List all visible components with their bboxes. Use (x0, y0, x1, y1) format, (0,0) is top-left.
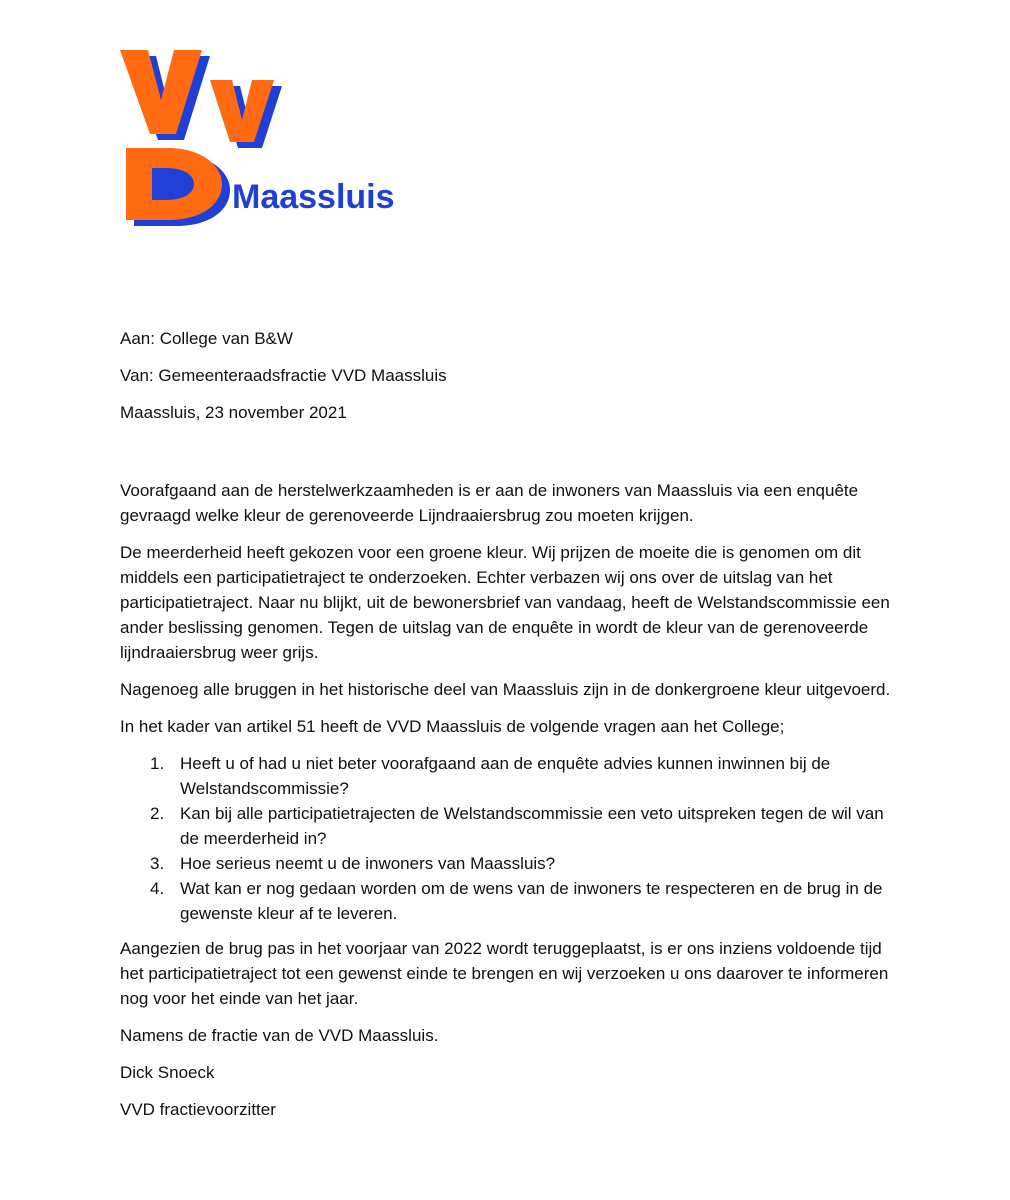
paragraph-3: Nagenoeg alle bruggen in het historische deel van Maassluis zijn in de donkergroene kleur uitgevoerd. (120, 680, 891, 699)
vvd-maassluis-logo (118, 48, 408, 230)
paragraph-1: Voorafgaand aan de herstelwerkzaamheden is er aan de inwoners van Maassluis via een enquête gevraagd welke kleur de gerenoveerde Lijndraaiersbrug zou moeten krijgen. (120, 481, 859, 525)
paragraph-2: De meerderheid heeft gekozen voor een groene kleur. Wij prijzen de moeite die is genomen om dit middels een participatietraject te onderzoeken. Echter verbazen wij ons over de uitslag van het participatietraject. Naar nu blijkt, uit de bewonersbrief van vandaag, heeft de Welstandscommissie een ander beslissing genomen. Tegen de uitslag van de enquête in wordt de kleur van de gerenoveerde lijndraaiersbrug weer grijs. (120, 543, 890, 662)
question-number: 1. (150, 754, 165, 773)
addressee-line: Aan: College van B&W (120, 329, 293, 348)
signatory-name: Dick Snoeck (120, 1063, 215, 1082)
logo-subtitle: Maassluis (232, 178, 395, 216)
paragraph-4: In het kader van artikel 51 heeft de VVD Maassluis de volgende vragen aan het College; (120, 717, 785, 736)
list-item (120, 851, 900, 876)
sender-line: Van: Gemeenteraadsfractie VVD Maassluis (120, 366, 447, 385)
question-text: Hoe serieus neemt u de inwoners van Maassluis? (180, 854, 556, 873)
date-line: Maassluis, 23 november 2021 (120, 403, 347, 422)
question-text: Heeft u of had u niet beter voorafgaand aan de enquête advies kunnen inwinnen bij de Welstandscommissie? (180, 754, 831, 798)
question-number: 4. (150, 879, 165, 898)
signatory-role: VVD fractievoorzitter (120, 1100, 276, 1119)
question-text: Kan bij alle participatietrajecten de Welstandscommissie een veto uitspreken tegen de wil van de meerderheid in? (180, 804, 884, 848)
closing-line: Namens de fractie van de VVD Maassluis. (120, 1026, 439, 1045)
list-item (120, 751, 900, 801)
letter-body (120, 326, 900, 1134)
list-item (120, 801, 900, 851)
questions-list (120, 751, 900, 926)
question-number: 2. (150, 804, 165, 823)
question-text: Wat kan er nog gedaan worden om de wens van de inwoners te respecteren en de brug in de gewenste kleur af te leveren. (180, 879, 883, 923)
vvd-logo-graphic (118, 48, 408, 230)
list-item (120, 876, 900, 926)
paragraph-5: Aangezien de brug pas in het voorjaar van 2022 wordt teruggeplaatst, is er ons inziens voldoende tijd het participatietraject tot een gewenst einde te brengen en wij verzoeken u ons daarover te informeren nog voor het einde van het jaar. (120, 939, 889, 1008)
question-number: 3. (150, 854, 165, 873)
